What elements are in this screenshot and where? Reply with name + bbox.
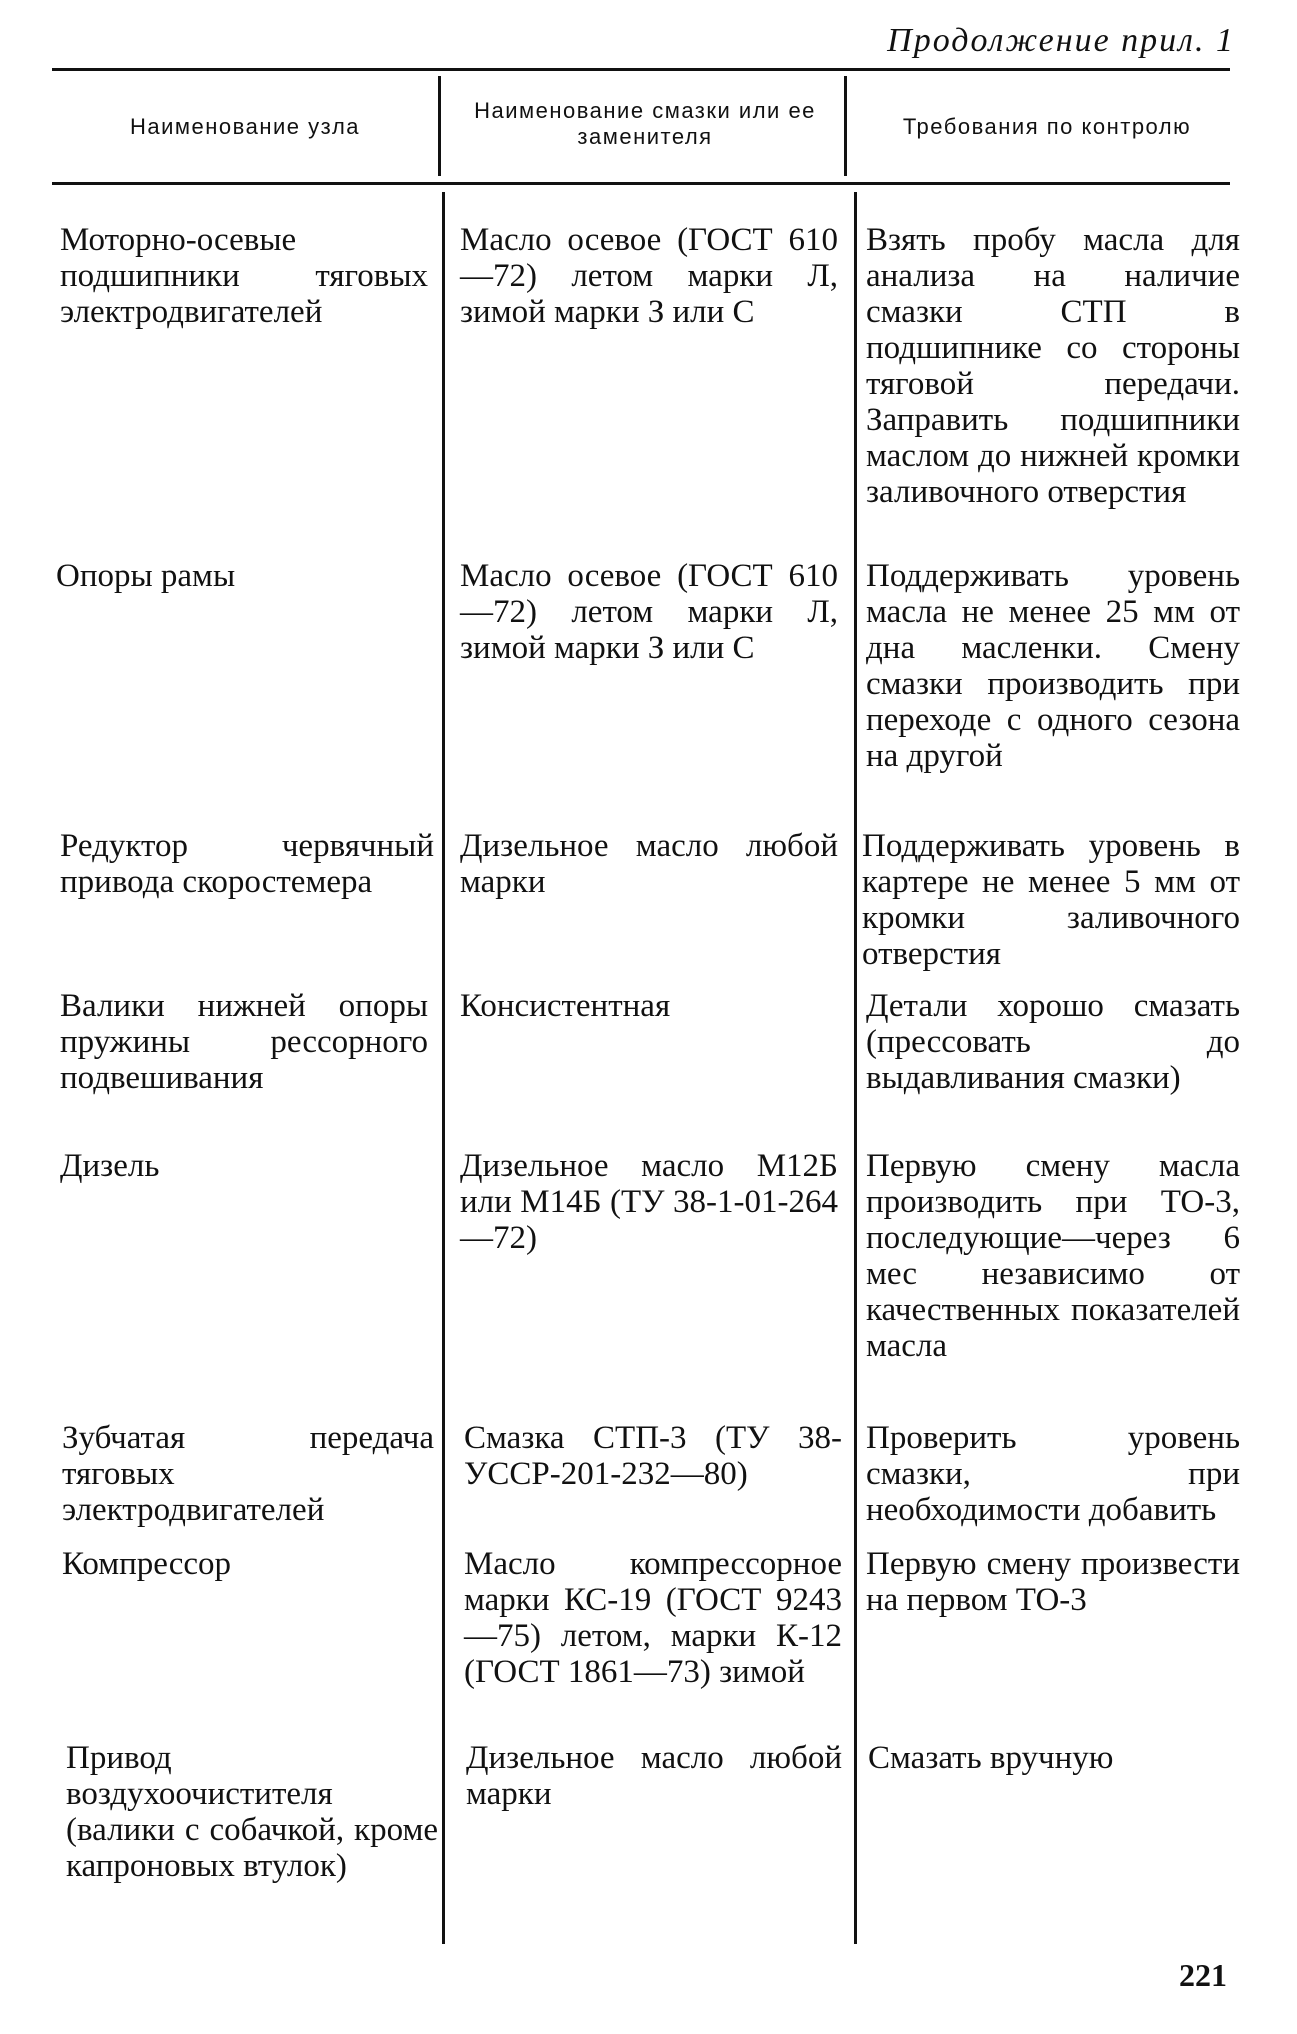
table-cell-unit: Редуктор червячный привода скоростемера: [60, 828, 434, 900]
table-cell-requirement: Детали хорошо смазать (прессовать до выдавливания смазки): [866, 988, 1240, 1096]
table-cell-lubricant: Дизельное масло любой марки: [460, 828, 838, 900]
header-rule: [52, 182, 1230, 185]
table-cell-lubricant: Масло компрессорное марки КС-19 (ГОСТ 9243—75) летом, марки К-12 (ГОСТ 1861—73) зимой: [464, 1546, 842, 1690]
table-cell-requirement: Поддерживать уровень масла не менее 25 мм от дна масленки. Смену смазки производить при переходе с одного сезона на другой: [866, 558, 1240, 774]
header-lubricant: Наименование смазки или ее заменителя: [474, 98, 816, 149]
table-cell-unit: Дизель: [60, 1148, 160, 1184]
table-cell-lubricant: Масло осевое (ГОСТ 610—72) летом марки Л, зимой марки З или С: [460, 558, 838, 666]
table-cell-requirement: Первую смену произвести на первом ТО-3: [866, 1546, 1240, 1618]
table-cell-lubricant: Консистентная: [460, 988, 671, 1024]
header-unit: Наименование узла: [129, 114, 361, 139]
top-rule: [52, 68, 1230, 71]
table-cell-requirement: Поддерживать уровень в картере не менее 5 мм от кромки заливочного отверстия: [862, 828, 1240, 972]
table-cell-unit: Привод воздухоочистителя (валики с собачкой, кроме капроновых втулок): [66, 1740, 438, 1884]
table-cell-requirement: Проверить уровень смазки, при необходимости добавить: [866, 1420, 1240, 1528]
continuation-label: Продолжение прил. 1: [887, 22, 1235, 59]
table-cell-lubricant: Масло осевое (ГОСТ 610—72) летом марки Л, зимой марки З или С: [460, 222, 838, 330]
table-cell-lubricant: Дизельное масло любой марки: [466, 1740, 842, 1812]
header-divider-2: [844, 76, 847, 176]
table-cell-requirement: Первую смену масла производить при ТО-3, последующие—через 6 мес независимо от качественных показателей масла: [866, 1148, 1240, 1364]
table-cell-requirement: Взять пробу масла для анализа на наличие смазки СТП в подшипнике со стороны тяговой передачи. Заправить подшипники маслом до нижней кромки заливочного отверстия: [866, 222, 1240, 510]
table-cell-unit: Моторно-осевые подшипники тяговых электродвигателей: [60, 222, 428, 330]
body-divider-1: [442, 192, 445, 1944]
table-cell-requirement: Смазать вручную: [868, 1740, 1114, 1776]
table-cell-lubricant: Дизельное масло М12Б или М14Б (ТУ 38-1-01-264—72): [460, 1148, 838, 1256]
header-requirements: Требования по контролю: [902, 114, 1192, 139]
table-cell-unit: Валики нижней опоры пружины рессорного подвешивания: [60, 988, 428, 1096]
page-number: 221: [1179, 1957, 1227, 1993]
table-cell-unit: Опоры рамы: [56, 558, 236, 594]
table-cell-lubricant: Смазка СТП-3 (ТУ 38-УССР-201-232—80): [464, 1420, 842, 1492]
table-cell-unit: Компрессор: [62, 1546, 232, 1582]
body-divider-2: [854, 192, 857, 1944]
table-cell-unit: Зубчатая передача тяговых электродвигателей: [62, 1420, 434, 1528]
header-divider-1: [438, 76, 441, 176]
